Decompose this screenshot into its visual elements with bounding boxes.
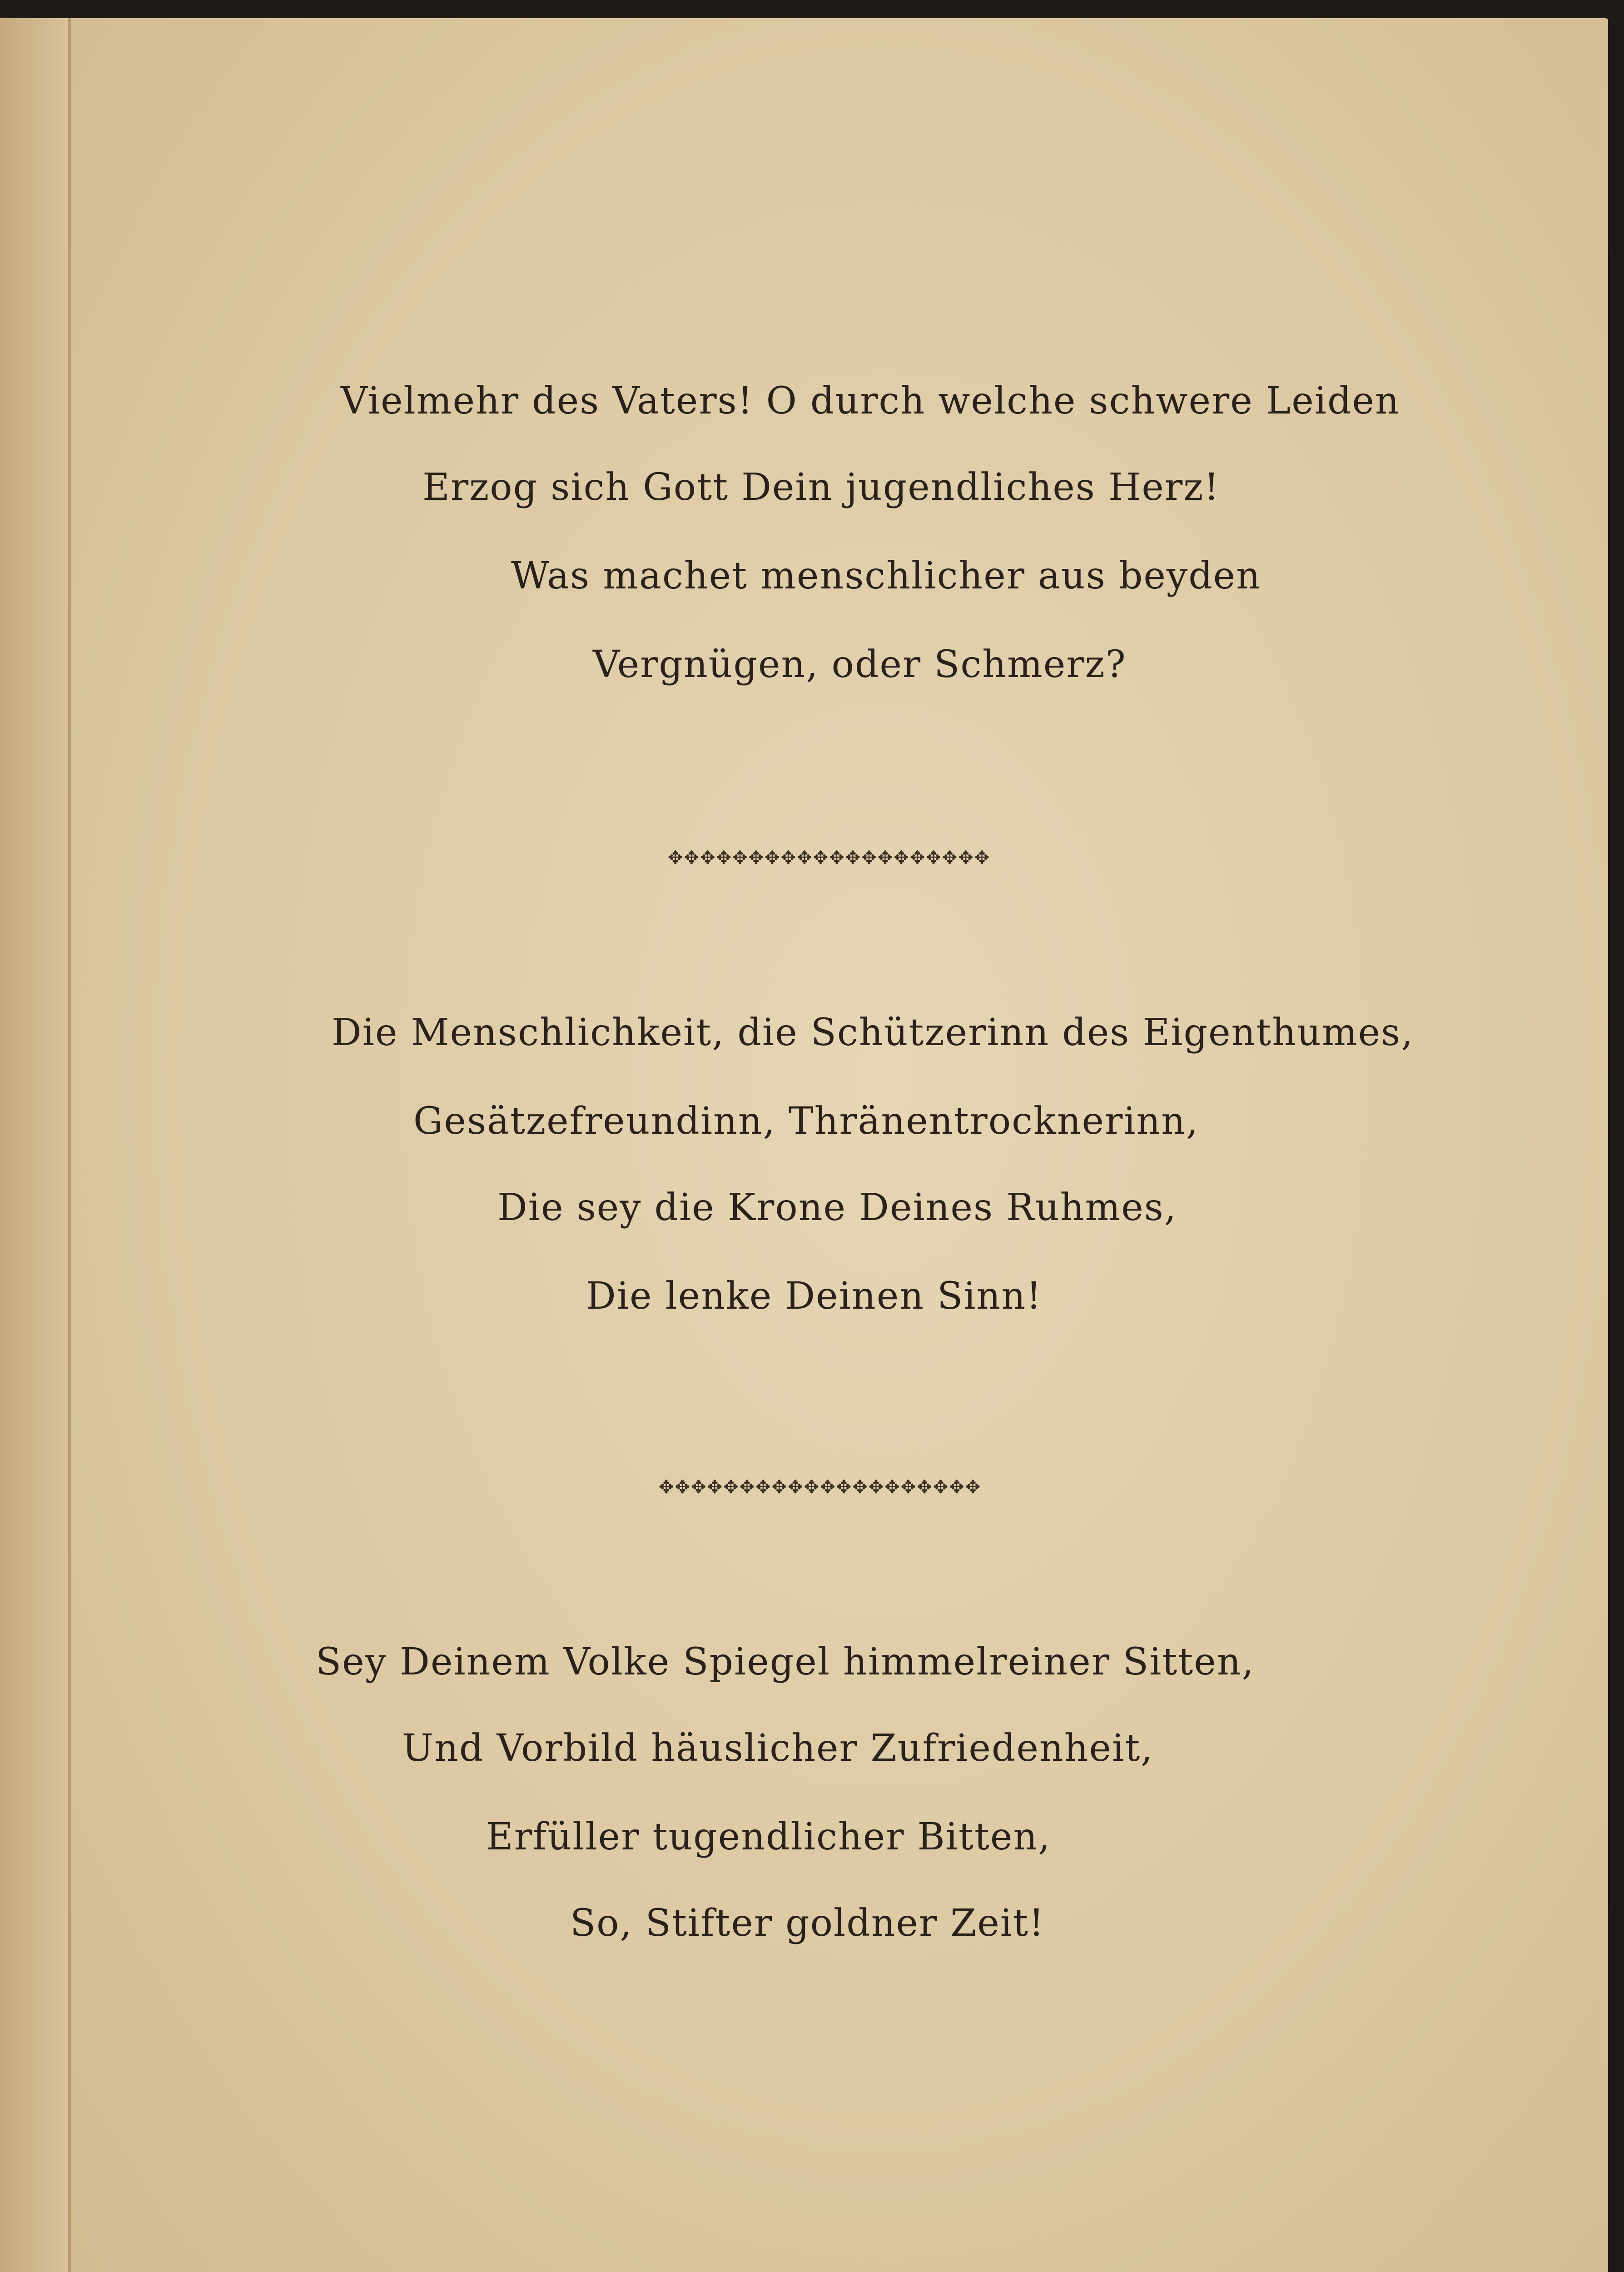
- verse-line: Vergnügen, oder Schmerz?: [593, 643, 1127, 686]
- verse-line: Sey Deinem Volke Spiegel himmelreiner Sitten,: [316, 1640, 1255, 1684]
- verse-line: Erzog sich Gott Dein jugendliches Herz!: [422, 466, 1220, 509]
- ornament-divider: ✥✥✥✥✥✥✥✥✥✥✥✥✥✥✥✥✥✥✥✥: [659, 1477, 982, 1498]
- verse-line: Gesätzefreundinn, Thränentrocknerinn,: [413, 1100, 1199, 1143]
- verse-line: Was machet menschlicher aus beyden: [511, 554, 1261, 598]
- verse-line: Erfüller tugendlicher Bitten,: [486, 1815, 1051, 1858]
- verse-line: So, Stifter goldner Zeit!: [570, 1902, 1045, 1945]
- verse-line: Die Menschlichkeit, die Schützerinn des Eigenthumes,: [332, 1011, 1414, 1054]
- verse-line: Die sey die Krone Deines Ruhmes,: [497, 1186, 1177, 1229]
- verse-line: Vielmehr des Vaters! O durch welche schwere Leiden: [341, 379, 1400, 423]
- ornament-divider: ✥✥✥✥✥✥✥✥✥✥✥✥✥✥✥✥✥✥✥✥: [668, 847, 991, 868]
- verse-line: Und Vorbild häuslicher Zufriedenheit,: [402, 1727, 1154, 1770]
- page-gutter: [0, 18, 71, 2272]
- verse-line: Die lenke Deinen Sinn!: [586, 1275, 1043, 1318]
